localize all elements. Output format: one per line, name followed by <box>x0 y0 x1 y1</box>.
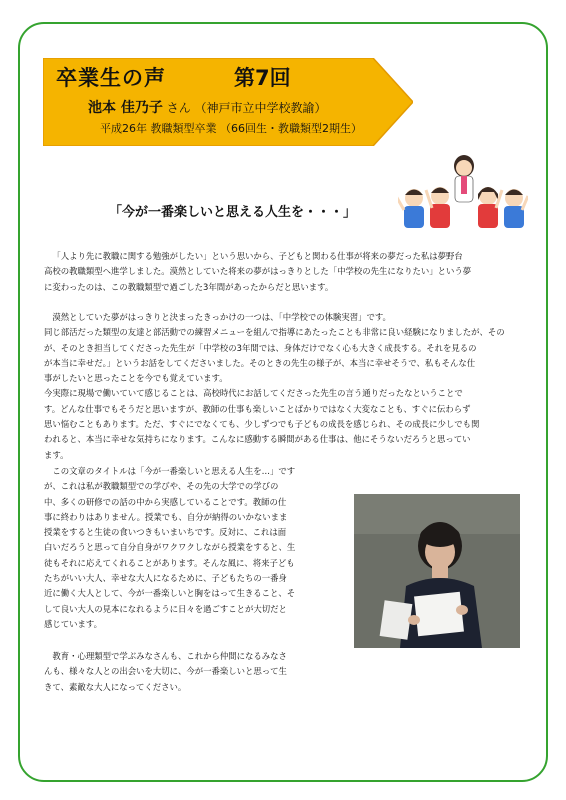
paragraph-line: 事に終わりはありません。授業でも、自分が納得のいかないまま <box>44 511 288 522</box>
author-name: 池本 佳乃子 <box>88 100 163 116</box>
author-line <box>88 97 327 117</box>
paragraph-line: 思い悩むこともあります。ただ、すぐにでなくても、少しずつでも子どもの成長を感じられ、その成長に少しでも関 <box>44 419 480 430</box>
article-headline: 「今が一番楽しいと思える人生を・・・」 <box>109 205 357 220</box>
paragraph-line: たちがいい大人、幸せな大人になるために、子どもたちの一番身 <box>44 573 287 584</box>
paragraph-line: きて、素敵な大人になってください。 <box>44 681 187 692</box>
paragraph-line: に変わったのは、この教職類型で過ごした3年間があったからだと思います。 <box>44 281 334 292</box>
paragraph-line: 感じています。 <box>44 618 102 629</box>
paragraph-line: 同じ部活だった類型の友達と部活動での練習メニューを組んで指導にあたったことも非常に良い経験になりましたが、その <box>44 327 505 338</box>
paragraph-line: 中、多くの研修での話の中から実感していることです。教師の仕 <box>44 496 287 507</box>
paragraph-closing <box>44 649 339 695</box>
paragraph-line: 高校の教職類型へ進学しました。漠然としていた将来の夢がはっきりとした「中学校の先生になりたい」という夢 <box>44 266 472 277</box>
paragraph-line: が本当に幸せだ。」というお話をしてくださいました。そのときの先生の様子が、本当に幸せそうで、私もそんな仕 <box>44 357 476 368</box>
paragraph-line: われると、本当に幸せな気持ちになります。こんなに感動する瞬間がある仕事は、他にそうないだろうと思ってい <box>44 434 471 445</box>
author-affiliation: （神戸市立中学校教諭） <box>194 101 327 115</box>
issue-number: 第7回 <box>234 66 291 90</box>
graduation-line: 平成26年 教職類型卒業 （66回生・教職類型2期生） <box>100 122 362 135</box>
paragraph-intro <box>44 249 524 295</box>
paragraph-line: 徒もそれに応えてくれることがあります。そんな風に、将来子ども <box>44 557 295 568</box>
paragraph-line: す。どんな仕事でもそうだと思いますが、教師の仕事も楽しいことばかりではなく大変なことも、すぐに伝わらず <box>44 403 471 414</box>
author-honorific: さん <box>166 101 191 115</box>
paragraph-experience <box>44 310 524 463</box>
paragraph-line: 白いだろうと思って自分自身がワクワクしながら授業をすると、生 <box>44 542 296 553</box>
page-title: 卒業生の声 <box>56 66 166 90</box>
paragraph-line: 教育・心理類型で学ぶみなさんも、これから仲間になるみなさ <box>52 651 287 661</box>
paragraph-line: ます。 <box>44 449 69 460</box>
paragraph-line: 授業をすると生徒の食いつきもいまいちです。反対に、これは面 <box>44 527 287 538</box>
paragraph-line: 「人より先に教職に関する勉強がしたい」という思いから、子どもと関わる仕事が将来の夢だった私は夢野台 <box>52 251 463 261</box>
paragraph-line: して良い大人の見本になれるように日々を過ごすことが大切だと <box>44 603 287 614</box>
paragraph-line: この文章のタイトルは「今が一番楽しいと思える人生を…」です <box>52 466 296 476</box>
paragraph-line: が、これは私が教職類型での学びや、その先の大学での学びの <box>44 481 279 492</box>
paragraph-line: んも、様々な人との出会いを大切に、今が一番楽しいと思って生 <box>44 666 287 677</box>
paragraph-title-meaning <box>44 464 339 632</box>
paragraph-line: が、そのとき担当してくださった先生が「中学校の3年間では、身体だけでなく心も大きく成長する。それを見るの <box>44 342 477 353</box>
paragraph-line: 今実際に現場で働いていて感じることは、高校時代にお話してくださった先生の言う通りだったなということで <box>44 388 463 399</box>
paragraph-line: 漠然としていた夢がはっきりと決まったきっかけの一つは、「中学校での体験実習」です。 <box>52 312 391 322</box>
paragraph-line: 事がしたいと思ったことを今でも覚えています。 <box>44 373 228 384</box>
teacher-holding-papers-photo <box>354 494 520 648</box>
teacher-with-children-illustration <box>398 148 528 230</box>
paragraph-line: 近に働く大人として、今が一番楽しいと胸をはって生きること、そ <box>44 588 296 599</box>
